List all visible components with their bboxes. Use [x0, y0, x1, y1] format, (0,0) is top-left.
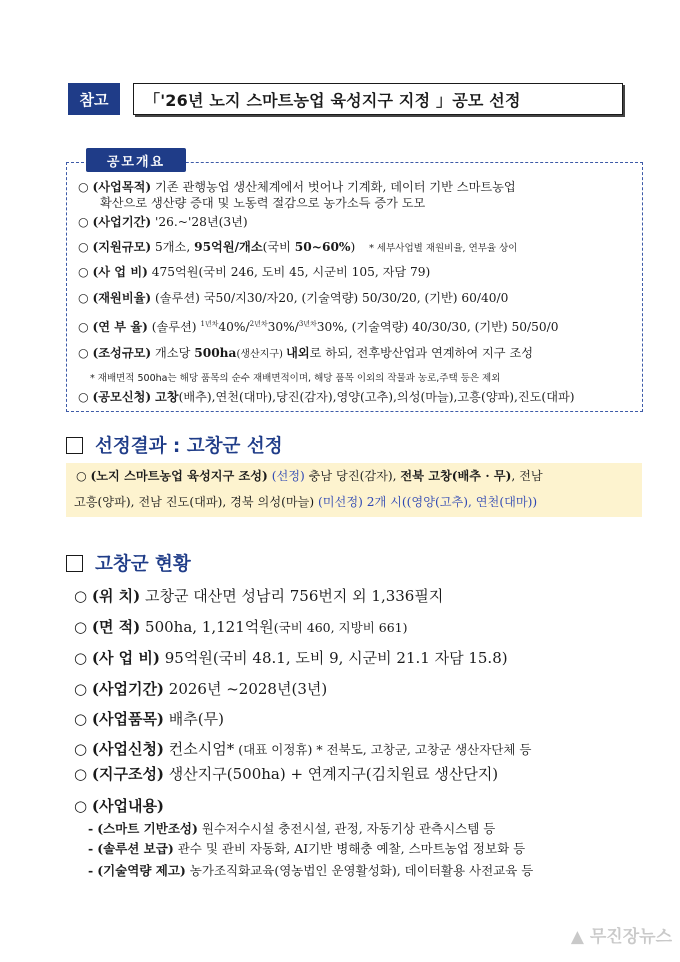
- overview-item-annual-rate: ○ (연 부 율) (솔루션) $^{1년차}$40%/$^{2년차}$30%/$^{3년차}$30%, (기술역량) 40/30/30, (기반) 50/50/0: [78, 320, 559, 335]
- overview-item-period: ○ (사업기간) '26.~'28년(3년): [78, 215, 248, 229]
- status-content: ○ (사업내용): [74, 797, 165, 815]
- overview-scale-note: * 세부사업별 재원비율, 연부율 상이: [369, 243, 518, 254]
- status-heading: 고창군 현황: [66, 550, 191, 576]
- status-sub-capacity: - (기술역량 제고) 농가조직화교육(영농법인 운영활성화), 데이터활용 사전교육 등: [88, 863, 534, 878]
- status-crop: ○ (사업품목) 배추(무): [74, 710, 224, 728]
- overview-item-purpose-cont: 확산으로 생산량 증대 및 노동력 절감으로 농가소득 증가 도모: [100, 196, 426, 210]
- watermark-logo: ▲ 무진장뉴스: [570, 927, 672, 947]
- square-bullet-icon: [66, 437, 83, 454]
- overview-item-applicants: ○ (공모신청) 고창(배추),연천(대마),당진(감자),영양(고추),의성(마늘),고흥(양파),진도(대파): [78, 390, 575, 404]
- overview-item-purpose: ○ (사업목적) 기존 관행농업 생산체계에서 벗어나 기계화, 데이터 기반 스마트농업: [78, 180, 516, 194]
- status-sub-solution: - (솔루션 보급) 관수 및 관비 자동화, AI기반 병해충 예찰, 스마트농업 정보화 등: [88, 841, 526, 856]
- overview-label: 공모개요: [86, 148, 186, 172]
- status-location: ○ (위 치) 고창군 대산면 성남리 756번지 외 1,336필지: [74, 587, 444, 605]
- result-line-2: 고흥(양파), 전남 진도(대파), 경북 의성(마늘) (미선정) 2개 시((영양(고추), 연천(대마)): [74, 495, 538, 509]
- status-applicant: ○ (사업신청) 컨소시엄* (대표 이정휴) * 전북도, 고창군, 고창군 생산자단체 등: [74, 740, 532, 758]
- square-bullet-icon: [66, 555, 83, 572]
- status-district: ○ (지구조성) 생산지구(500ha) + 연계지구(김치원료 생산단지): [74, 765, 499, 783]
- overview-item-scale: ○ (지원규모) 5개소, 95억원/개소(국비 50~60%) * 세부사업별 재원비율, 연부율 상이: [78, 240, 518, 254]
- reference-badge: 참고: [68, 83, 120, 115]
- overview-item-funding-ratio: ○ (재원비율) (솔루션) 국50/지30/자20, (기술역량) 50/30/20, (기반) 60/40/0: [78, 291, 509, 305]
- status-period: ○ (사업기간) 2026년 ~2028년(3년): [74, 680, 328, 698]
- result-line-1: ○ (노지 스마트농업 육성지구 조성) (선정) 충남 당진(감자), 전북 고창(배추 · 무), 전남: [76, 469, 543, 483]
- result-heading: 선정결과 : 고창군 선정: [66, 432, 283, 458]
- watermark-icon: ▲: [570, 927, 584, 947]
- status-area: ○ (면 적) 500ha, 1,121억원(국비 460, 지방비 661): [74, 618, 408, 636]
- overview-item-size: ○ (조성규모) 개소당 500ha(생산지구) 내외로 하되, 전후방산업과 연계하여 지구 조성: [78, 346, 533, 360]
- document-title: 「'26년 노지 스마트농업 육성지구 지정 」공모 선정: [133, 83, 623, 115]
- status-sub-infrastructure: - (스마트 기반조성) 원수저수시설 충전시설, 관정, 자동기상 관측시스템 등: [88, 821, 496, 836]
- overview-size-note: * 재배면적 500ha는 해당 품목의 순수 재배면적이며, 해당 품목 이외의 작물과 농로,주택 등은 제외: [90, 373, 501, 384]
- overview-item-budget: ○ (사 업 비) 475억원(국비 246, 도비 45, 시군비 105, 자담 79): [78, 265, 431, 279]
- status-budget: ○ (사 업 비) 95억원(국비 48.1, 도비 9, 시군비 21.1 자담 15.8): [74, 649, 508, 667]
